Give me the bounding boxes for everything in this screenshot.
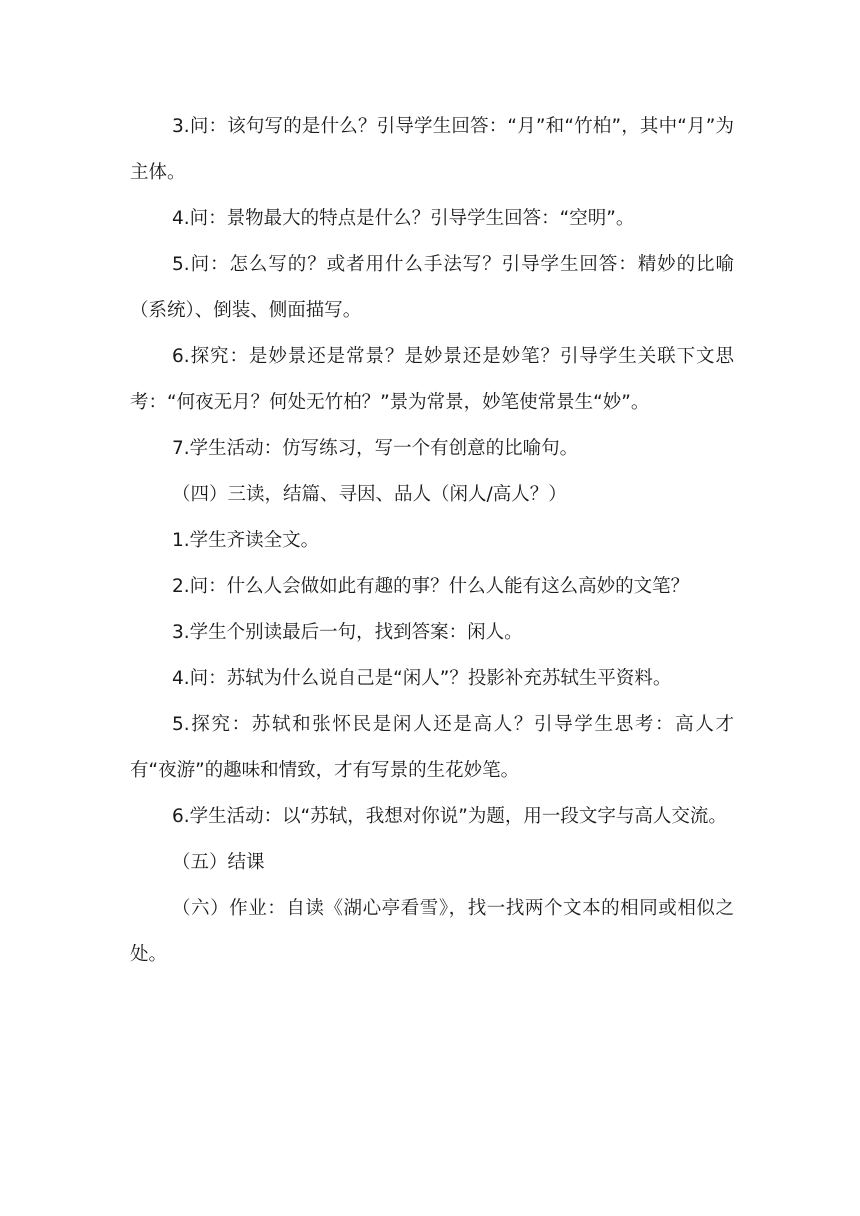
paragraph-activity-7: 7.学生活动：仿写练习，写一个有创意的比喻句。	[172, 438, 579, 459]
paragraph-s4-1: 1.学生齐读全文。	[172, 530, 320, 551]
document-body	[130, 104, 734, 978]
paragraph-q4: 4.问：景物最大的特点是什么？引导学生回答：“空明”。	[172, 208, 635, 229]
section-heading-5: （五）结课	[172, 852, 265, 873]
paragraph-s4-3: 3.学生个别读最后一句，找到答案：闲人。	[172, 622, 523, 643]
section-heading-6-homework: （六）作业：自读《湖心亭看雪》，找一找两个文本的相同或相似之处。	[130, 898, 734, 965]
paragraph-s4-6: 6.学生活动：以“苏轼，我想对你说”为题，用一段文字与高人交流。	[172, 806, 727, 827]
paragraph-explore-6: 6.探究：是妙景还是常景？是妙景还是妙笔？引导学生关联下文思考：“何夜无月？何处无竹柏？”景为常景，妙笔使常景生“妙”。	[130, 346, 734, 413]
paragraph-q3: 3.问：该句写的是什么？引导学生回答：“月”和“竹柏”，其中“月”为主体。	[130, 116, 734, 183]
paragraph-s4-2: 2.问：什么人会做如此有趣的事？什么人能有这么高妙的文笔？	[172, 576, 690, 597]
paragraph-q5: 5.问：怎么写的？或者用什么手法写？引导学生回答：精妙的比喻（系统）、倒装、侧面描写。	[130, 254, 734, 321]
paragraph-s4-4: 4.问：苏轼为什么说自己是“闲人”？投影补充苏轼生平资料。	[172, 668, 672, 689]
section-heading-4: （四）三读，结篇、寻因、品人（闲人/高人？）	[172, 484, 567, 505]
paragraph-s4-5: 5.探究：苏轼和张怀民是闲人还是高人？引导学生思考：高人才有“夜游”的趣味和情致，才有写景的生花妙笔。	[130, 714, 734, 781]
